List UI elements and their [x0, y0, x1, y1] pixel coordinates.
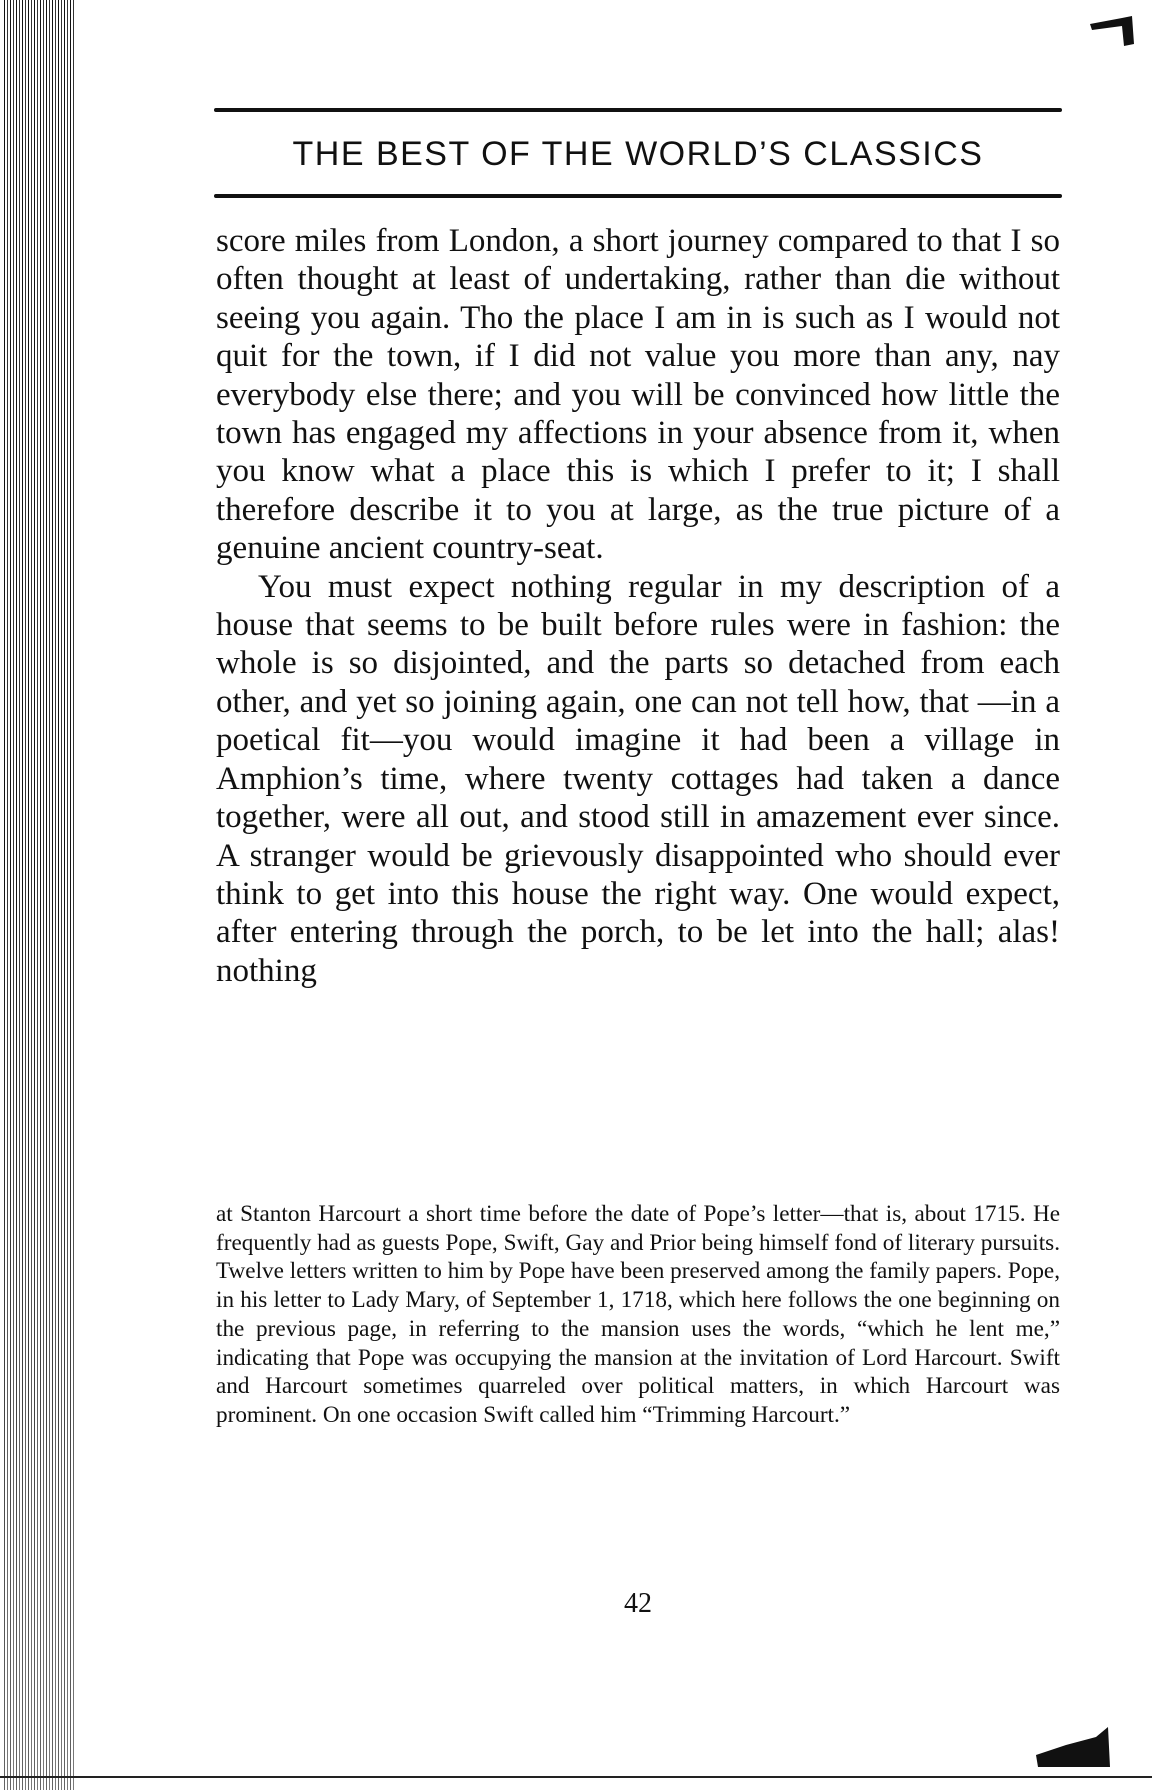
footnote: at Stanton Harcourt a short time before the date of Pope’s letter—that is, about 1715. He frequently had as guests Pope, Swift, Gay and Prior being himself fond of literary pursuits. Twelve letters written to him by Pope have been preserved among the family papers. Pope, in his letter to Lady Mary, of September 1, 1718, which here follows the one beginning on the previous page, in referring to the mansion uses the words, “which he lent me,” indicating that Pope was occupying the mansion at the invitation of Lord Harcourt. Swift and Harcourt sometimes quarreled over political matters, in which Harcourt was prominent. On one occasion Swift called him “Trimming Harcourt.” — [216, 1201, 1060, 1428]
page-number: 42 — [624, 1588, 652, 1619]
corner-scan-mark-icon — [1088, 14, 1138, 48]
main-text — [216, 222, 1060, 990]
body-paragraph-2: You must expect nothing regular in my description of a house that seems to be built before rules were in fashion: the whole is so disjointed, and the parts so detached from each other, and yet so joining again, one can not tell how, that —in a poetical fit—you would imagine it had been a village in Amphion’s time, where twenty cottages had taken a dance together, were all out, and stood still in amazement ever since. A stranger would be grievously disappointed who should ever think to get into this house the right way. One would expect, after entering through the porch, to be let into the hall; alas! nothing — [216, 568, 1060, 989]
bottom-corner-scan-mark-icon — [1036, 1727, 1112, 1767]
body-paragraph-1: score miles from London, a short journey compared to that I so often thought at least of undertaking, rather than die without seeing you again. Tho the place I am in is such as I would not quit for the town, if I did not value you more than any, nay everybody else there; and you will be convinced how little the town has engaged my affections in your absence from it, when you know what a place this is which I prefer to it; I shall therefore describe it to you at large, as the true picture of a genuine ancient country-seat. — [216, 223, 1060, 567]
gutter-shading — [4, 860, 74, 1790]
running-head: THE BEST OF THE WORLD’S CLASSICS — [292, 135, 984, 173]
header-rule-top — [214, 108, 1062, 112]
page-bottom-edge — [0, 1776, 1152, 1778]
header-rule-bottom — [214, 194, 1062, 198]
